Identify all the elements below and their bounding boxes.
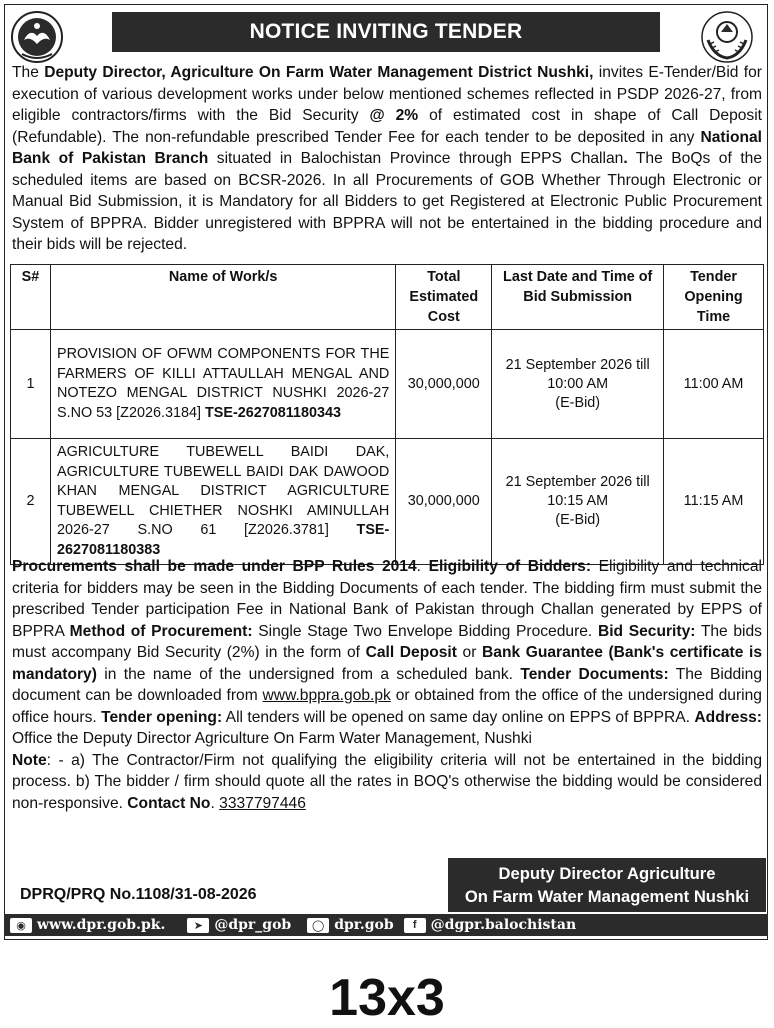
- row-work: PROVISION OF OFWM COMPONENTS FOR THE FARMERS OF KILLI ATTAULLAH MENGAL AND NOTEZO MENGAL DISTRICT NUSHKI 2026-27 S.NO 53 [Z2026.3184] TSE-2627081180343: [50, 330, 395, 439]
- header-last-date: Last Date and Time of Bid Submission: [492, 265, 664, 330]
- ad-size-label: 13x3: [329, 969, 445, 1027]
- social-web[interactable]: ◉ www.dpr.gob.pk.: [10, 917, 165, 933]
- social-twitter[interactable]: ➤ @dpr_gob: [187, 917, 291, 933]
- camera-icon: ◯: [307, 918, 329, 933]
- header-work: Name of Work/s: [50, 265, 395, 330]
- signature-line-1: Deputy Director Agriculture: [498, 864, 716, 883]
- table-header-row: [11, 265, 764, 330]
- table-row: [11, 330, 764, 439]
- header-sno: S#: [11, 265, 51, 330]
- row-last-date: 21 September 2026 till 10:00 AM (E-Bid): [492, 330, 664, 439]
- government-emblem-logo: [10, 10, 64, 64]
- social-instagram[interactable]: ◯ dpr.gob: [307, 917, 393, 933]
- intro-paragraph: The Deputy Director, Agriculture On Farm Water Management District Nushki, invites E-Tender/Bid for execution of various development works under below mentioned schemes reflected in PSDP 2026-27, from eligible contractors/firms with the Bid Security @ 2% of estimated cost in shape of Call Deposit (Refundable). The non-refundable prescribed Tender Fee for each tender to be deposited in any National Bank of Pakistan Branch situated in Balochistan Province through EPPS Challan. The BoQs of the scheduled items are based on BCSR-2026. In all Procurements of GOB Whether Through Electronic or Manual Bid Submission, it is Mandatory for all Bidders to get Registered at Electronic Public Procurement System of BPPRA. Bidder unregistered with BPPRA will not be entertained in the bidding procedure and their bids will be rejected.: [12, 64, 763, 253]
- row-cost: 30,000,000: [396, 439, 492, 565]
- agriculture-emblem-logo: [700, 10, 754, 64]
- row-opening: 11:00 AM: [664, 330, 764, 439]
- terms-paragraph: Procurements shall be made under BPP Rules 2014. Eligibility of Bidders: Eligibility and technical criteria for bidders may be seen in the Bidding Documents of each tender. The bidding firm must submit the prescribed Tender participation Fee in National Bank of Pakistan through Challan generated by EPPS of BPPRA Method of Procurement: Single Stage Two Envelope Bidding Procedure. Bid Security: The bids must accompany Bid Security (2%) in the form of Call Deposit or Bank Guarantee (Bank's certificate is mandatory) in the name of the undersigned from a scheduled bank. Tender Documents: The Bidding document can be downloaded from www.bppra.gob.pk or obtained from the office of the undersigned during office hours. Tender opening: All tenders will be opened on same day online on EPPS of BPPRA. Address: Office the Deputy Director Agriculture On Farm Water Management, Nushki Note: - a) The Contractor/Firm not qualifying the eligibility criteria will not be entertained in the bidding process. b) The bidder / firm should quote all the rates in BOQ's otherwise the bidding would be considered non-responsive. Contact No. 3337797446: [12, 558, 763, 812]
- row-last-date: 21 September 2026 till 10:15 AM (E-Bid): [492, 439, 664, 565]
- header-opening: Tender Opening Time: [664, 265, 764, 330]
- tender-table: [10, 264, 764, 565]
- table-row: [11, 439, 764, 565]
- facebook-icon: f: [404, 918, 426, 933]
- header-cost: Total Estimated Cost: [396, 265, 492, 330]
- globe-icon: ◉: [10, 918, 32, 933]
- contact-number: 3337797446: [219, 794, 306, 812]
- row-sno: 2: [11, 439, 51, 565]
- social-bar: [4, 914, 768, 936]
- row-sno: 1: [11, 330, 51, 439]
- signature-block: [448, 858, 766, 912]
- reference-number: DPRQ/PRQ No.1108/31-08-2026: [20, 886, 257, 903]
- bppra-link[interactable]: www.bppra.gob.pk: [262, 687, 391, 704]
- row-work: AGRICULTURE TUBEWELL BAIDI DAK, AGRICULTURE TUBEWELL BAIDI DAK DAWOOD KHAN MENGAL DISTRICT AGRICULTURE TUBEWELL CHIETHER NOSHKI AMINULLAH 2026-27 S.NO 61 [Z2026.3781] TSE-2627081180383: [50, 439, 395, 565]
- social-facebook[interactable]: f @dgpr.balochistan: [404, 917, 576, 933]
- signature-line-2: On Farm Water Management Nushki: [464, 887, 750, 906]
- row-opening: 11:15 AM: [664, 439, 764, 565]
- row-cost: 30,000,000: [396, 330, 492, 439]
- bird-icon: ➤: [187, 918, 209, 933]
- notice-title: NOTICE INVITING TENDER: [112, 12, 660, 52]
